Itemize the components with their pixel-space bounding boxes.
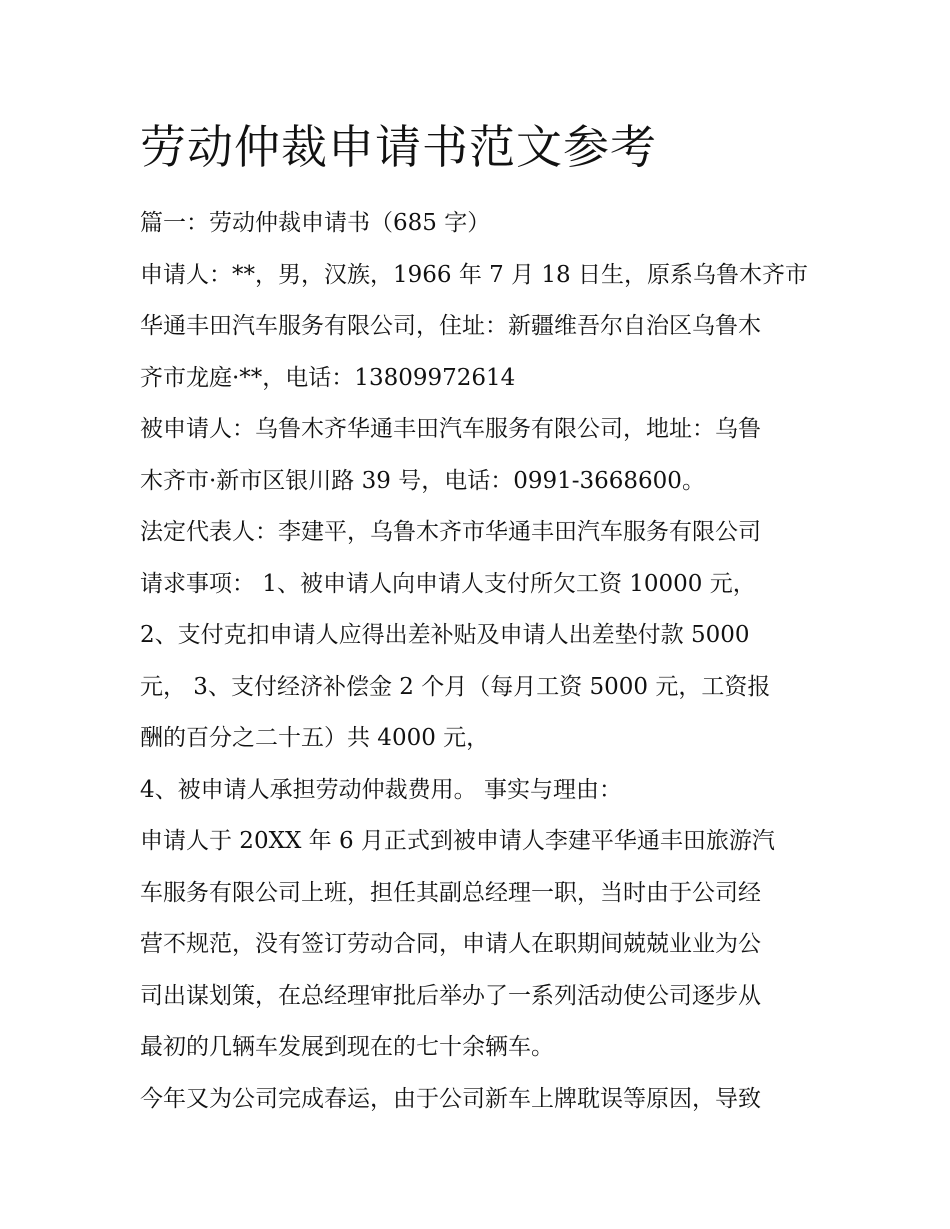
- document-body: [140, 198, 815, 1125]
- text-line: 木齐市·新市区银川路 39 号，电话：0991-3668600。: [140, 467, 705, 494]
- paragraph-facts: [140, 816, 815, 1074]
- text-line: 2、支付克扣申请人应得出差补贴及申请人出差垫付款 5000: [140, 622, 750, 648]
- text-line: 请求事项： 1、被申请人向申请人支付所欠工资 10000 元，: [140, 570, 756, 597]
- document-title: 劳动仲裁申请书范文参考: [140, 120, 657, 174]
- text-line: 申请人：**，男，汉族，1966 年 7 月 18 日生，原系乌鲁木齐市: [140, 261, 808, 288]
- text-line: 法定代表人：李建平，乌鲁木齐市华通丰田汽车服务有限公司: [140, 519, 761, 545]
- text-line: 车服务有限公司上班，担任其副总经理一职，当时由于公司经: [140, 879, 761, 906]
- paragraph-respondent: [140, 404, 815, 507]
- paragraph-heading: [140, 198, 815, 250]
- text-line: 申请人于 20XX 年 6 月正式到被申请人李建平华通丰田旅游汽: [140, 828, 775, 854]
- text-line: 今年又为公司完成春运，由于公司新车上牌耽误等原因，导致: [140, 1085, 761, 1112]
- text-line: 酬的百分之二十五）共 4000 元，: [140, 725, 490, 751]
- text-line: 元， 3、支付经济补偿金 2 个月（每月工资 5000 元，工资报: [140, 673, 771, 700]
- text-line: 被申请人：乌鲁木齐华通丰田汽车服务有限公司，地址：乌鲁: [140, 416, 761, 442]
- text-line: 最初的几辆车发展到现在的七十余辆车。: [140, 1034, 554, 1060]
- paragraph-facts-heading: [140, 765, 815, 817]
- text-line: 营不规范，没有签订劳动合同，申请人在职期间兢兢业业为公: [140, 931, 761, 957]
- paragraph-claims-continued: [140, 610, 815, 765]
- paragraph-claims: [140, 559, 815, 611]
- paragraph-facts-continued: [140, 1074, 815, 1126]
- text-line: 4、被申请人承担劳动仲裁费用。 事实与理由：: [140, 776, 622, 803]
- paragraph-applicant: [140, 250, 815, 405]
- text-line: 篇一：劳动仲裁申请书（685 字）: [140, 210, 491, 236]
- text-line: 齐市龙庭·**，电话：13809972614: [140, 364, 516, 391]
- text-line: 华通丰田汽车服务有限公司，住址：新疆维吾尔自治区乌鲁木: [140, 313, 761, 339]
- paragraph-legal-representative: [140, 507, 815, 559]
- text-line: 司出谋划策，在总经理审批后举办了一系列活动使公司逐步从: [140, 982, 761, 1009]
